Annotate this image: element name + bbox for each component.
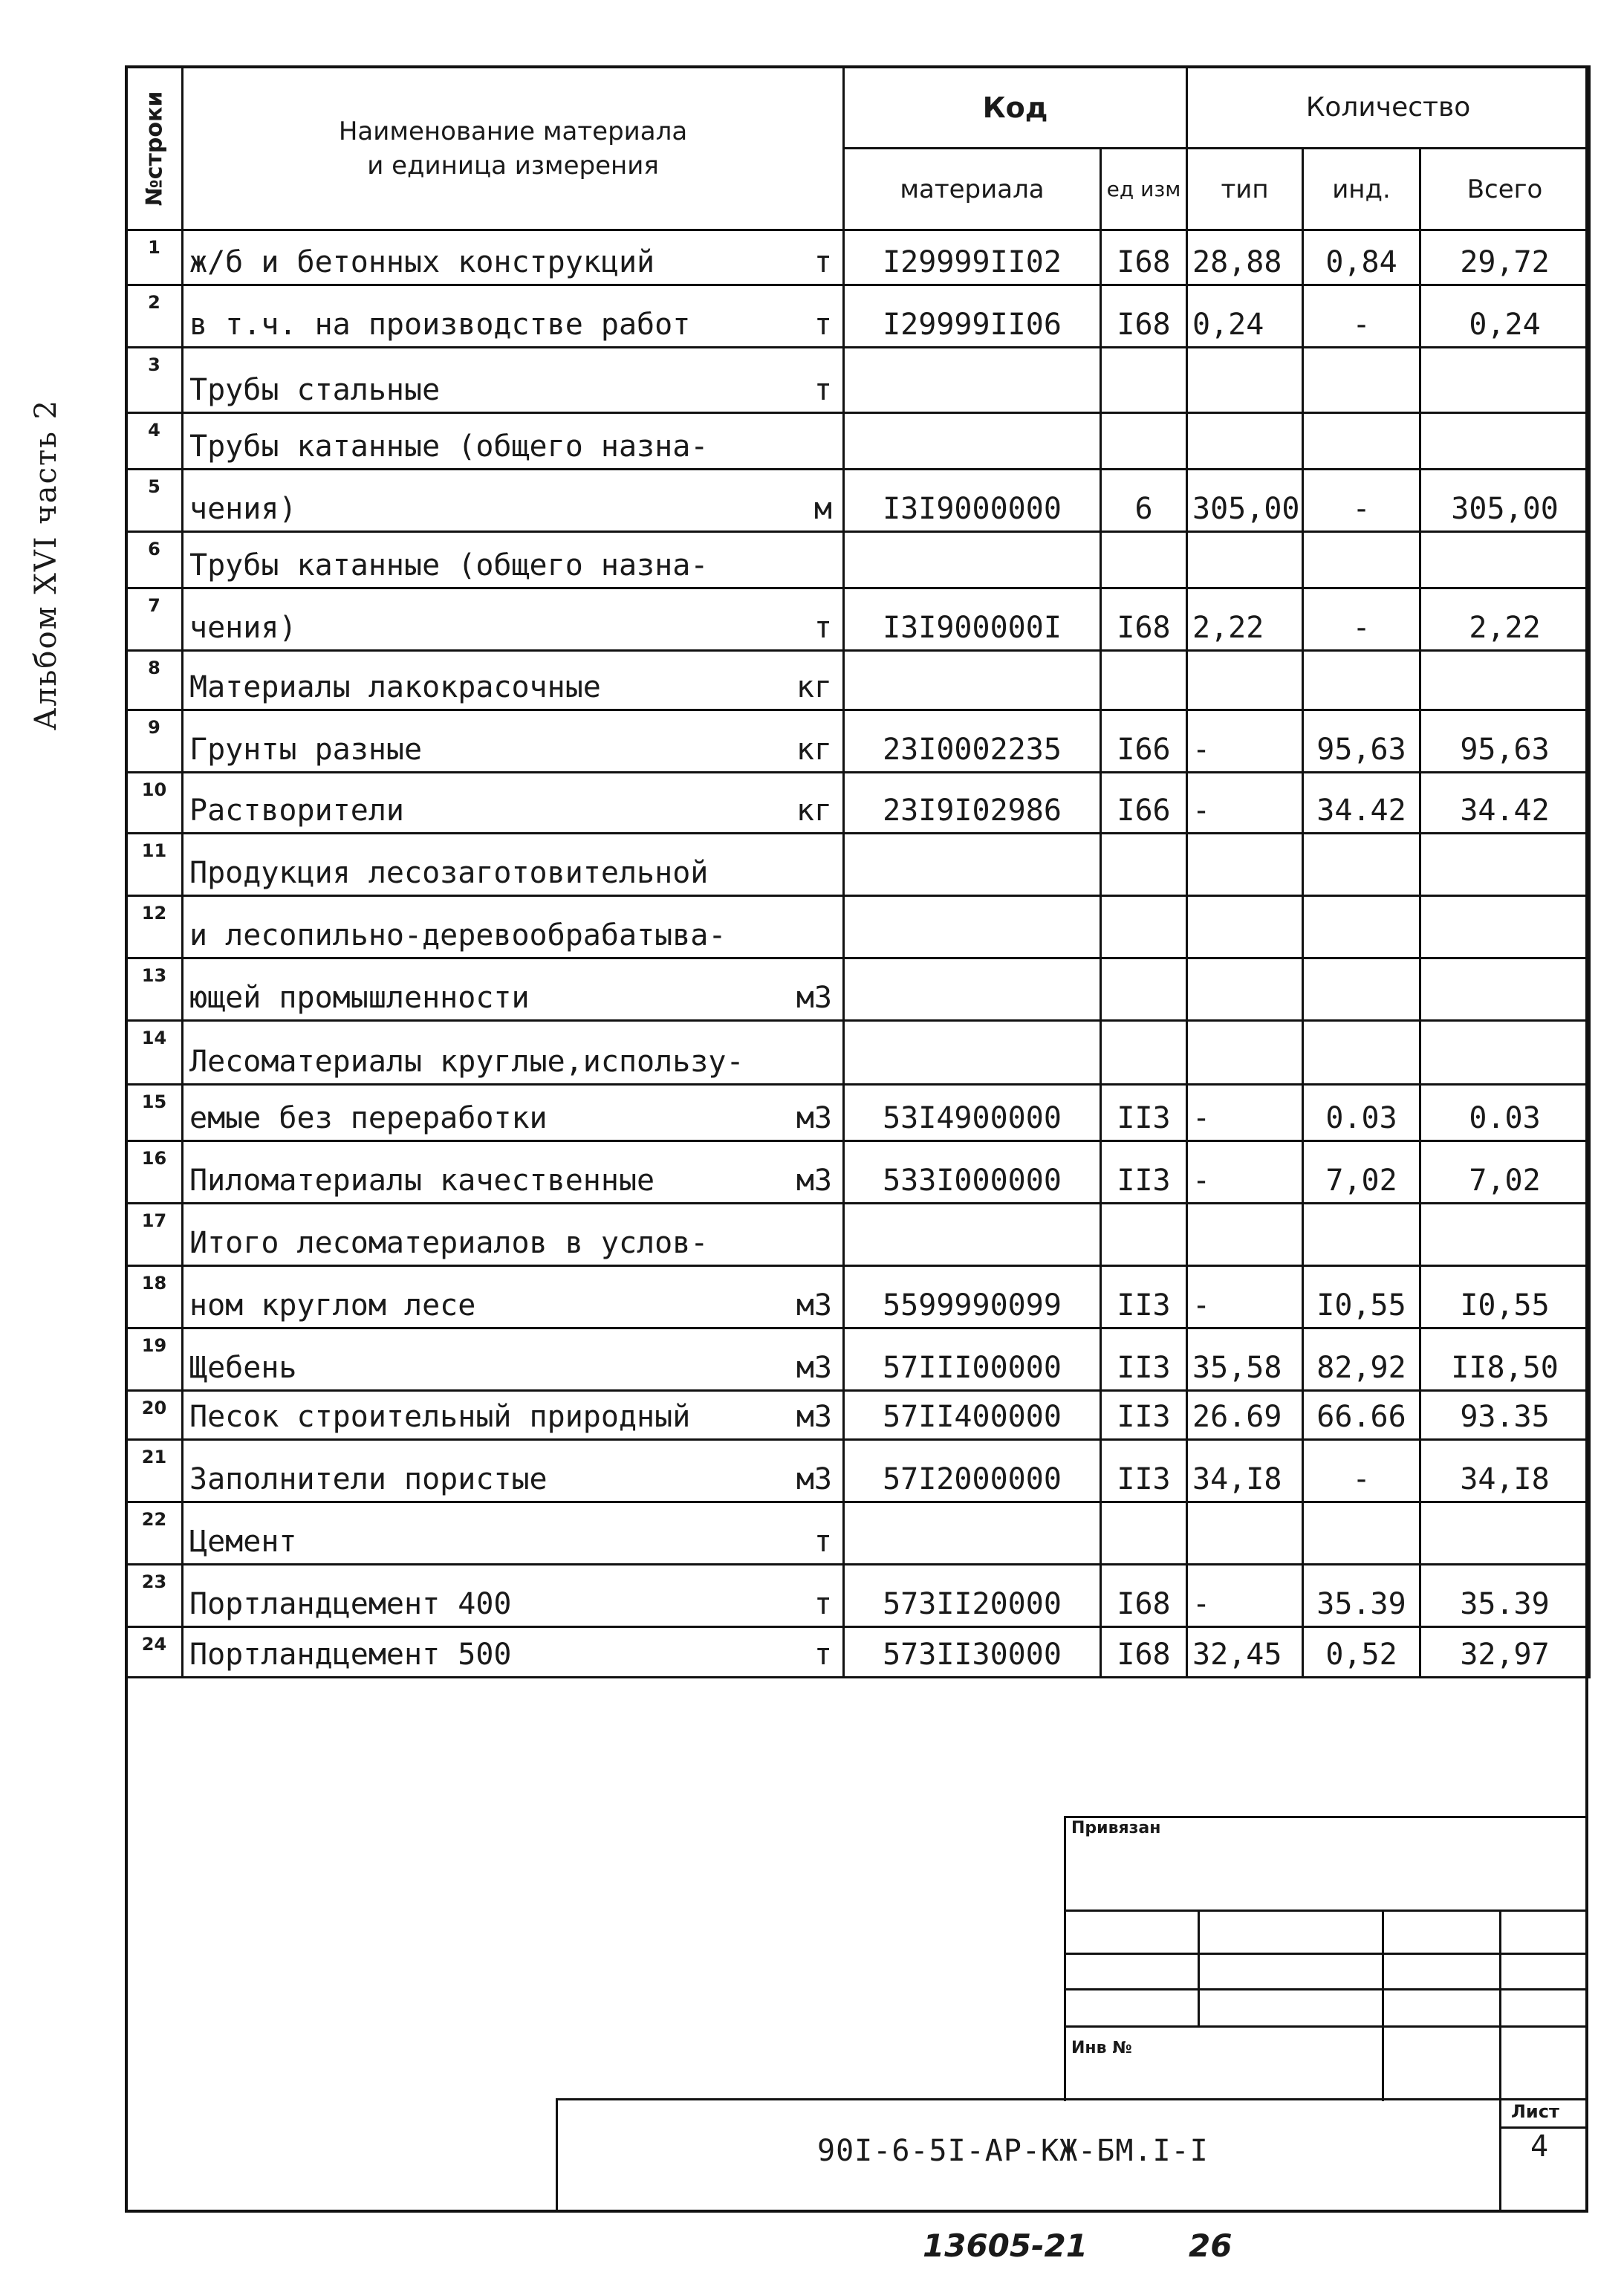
row-number: 10 bbox=[126, 773, 183, 834]
measure-unit: т bbox=[813, 1638, 832, 1672]
table-row bbox=[126, 470, 1590, 532]
qty-type: 34,I8 bbox=[1187, 1440, 1303, 1502]
unit-code: I68 bbox=[1101, 285, 1187, 348]
unit-code: I66 bbox=[1101, 773, 1187, 834]
measure-unit: кг bbox=[796, 794, 832, 828]
row-number: 13 bbox=[126, 958, 183, 1021]
qty-individual: 7,02 bbox=[1303, 1141, 1420, 1204]
row-number: 1 bbox=[126, 230, 183, 285]
sheet-label: Лист bbox=[1511, 2101, 1559, 2122]
qty-type bbox=[1187, 958, 1303, 1021]
row-number: 12 bbox=[126, 896, 183, 958]
unit-code: I68 bbox=[1101, 1627, 1187, 1678]
qty-type: 32,45 bbox=[1187, 1627, 1303, 1678]
sheet-number: 4 bbox=[1530, 2129, 1549, 2164]
qty-individual: 0.03 bbox=[1303, 1085, 1420, 1141]
material-name-cell bbox=[183, 1565, 844, 1627]
qty-total: 29,72 bbox=[1420, 230, 1590, 285]
material-name: Растворители bbox=[189, 794, 404, 828]
qty-type bbox=[1187, 896, 1303, 958]
material-name-cell bbox=[183, 1440, 844, 1502]
measure-unit: м bbox=[813, 492, 832, 526]
material-name: Щебень bbox=[189, 1351, 297, 1385]
table-row bbox=[126, 588, 1590, 651]
material-code: 23I0002235 bbox=[844, 710, 1101, 773]
qty-total bbox=[1420, 1502, 1590, 1565]
unit-code: II3 bbox=[1101, 1141, 1187, 1204]
qty-type: 2,22 bbox=[1187, 588, 1303, 651]
qty-individual bbox=[1303, 834, 1420, 896]
material-code: 533I000000 bbox=[844, 1141, 1101, 1204]
material-code: 57I2000000 bbox=[844, 1440, 1101, 1502]
unit-code bbox=[1101, 1502, 1187, 1565]
material-name-cell bbox=[183, 651, 844, 710]
measure-unit: м3 bbox=[796, 1164, 832, 1198]
material-code bbox=[844, 532, 1101, 588]
sheet-divider bbox=[1499, 2126, 1588, 2129]
material-name: ж/б и бетонных конструкций bbox=[189, 245, 655, 279]
qty-type: - bbox=[1187, 1141, 1303, 1204]
material-name: Итого лесоматериалов в услов- bbox=[189, 1226, 709, 1260]
table-row bbox=[126, 1141, 1590, 1204]
material-name-cell bbox=[183, 230, 844, 285]
qty-individual: 66.66 bbox=[1303, 1391, 1420, 1440]
qty-total: 0,24 bbox=[1420, 285, 1590, 348]
header-total: Всего bbox=[1420, 149, 1590, 230]
stamp-line bbox=[1499, 1910, 1501, 2213]
measure-unit: т bbox=[813, 373, 832, 407]
unit-code bbox=[1101, 834, 1187, 896]
measure-unit: т bbox=[813, 611, 832, 645]
side-caption: Альбом XVI часть 2 bbox=[29, 398, 63, 731]
material-code bbox=[844, 651, 1101, 710]
table-row bbox=[126, 413, 1590, 470]
unit-code bbox=[1101, 348, 1187, 413]
header-quantity: Количество bbox=[1187, 67, 1590, 149]
qty-individual: - bbox=[1303, 588, 1420, 651]
material-name: Лесоматериалы круглые,использу- bbox=[189, 1045, 744, 1079]
header-row-number-label: №строки bbox=[141, 91, 167, 206]
stamp-line bbox=[1382, 1910, 1384, 2101]
material-name: Портландцемент 500 bbox=[189, 1638, 512, 1672]
unit-code bbox=[1101, 1204, 1187, 1266]
material-name: Заполнители пористые bbox=[189, 1462, 548, 1496]
material-name: Трубы стальные bbox=[189, 373, 441, 407]
table-row bbox=[126, 896, 1590, 958]
row-number: 9 bbox=[126, 710, 183, 773]
table-row bbox=[126, 834, 1590, 896]
qty-individual: - bbox=[1303, 1440, 1420, 1502]
qty-total: 2,22 bbox=[1420, 588, 1590, 651]
qty-type: 35,58 bbox=[1187, 1328, 1303, 1391]
row-number: 15 bbox=[126, 1085, 183, 1141]
header-name-line2: и единица измерения bbox=[367, 150, 659, 181]
qty-type: - bbox=[1187, 710, 1303, 773]
qty-individual bbox=[1303, 651, 1420, 710]
qty-total bbox=[1420, 348, 1590, 413]
material-name: и лесопильно-деревообрабатыва- bbox=[189, 918, 727, 953]
stamp-line bbox=[1064, 1988, 1588, 1990]
unit-code: II3 bbox=[1101, 1085, 1187, 1141]
material-code bbox=[844, 413, 1101, 470]
measure-unit: т bbox=[813, 245, 832, 279]
document-code: 90I-6-5I-АР-КЖ-БМ.I-I bbox=[817, 2134, 1209, 2168]
unit-code bbox=[1101, 651, 1187, 710]
material-name-cell bbox=[183, 773, 844, 834]
material-name: Песок строительный природный bbox=[189, 1400, 691, 1434]
qty-individual: 0,84 bbox=[1303, 230, 1420, 285]
row-number: 6 bbox=[126, 532, 183, 588]
unit-code bbox=[1101, 958, 1187, 1021]
material-code bbox=[844, 348, 1101, 413]
archive-number: 13605-21 bbox=[923, 2228, 1088, 2264]
material-code bbox=[844, 1021, 1101, 1085]
material-code: 23I9I02986 bbox=[844, 773, 1101, 834]
material-name-cell bbox=[183, 1021, 844, 1085]
material-name-cell bbox=[183, 1391, 844, 1440]
measure-unit: т bbox=[813, 1525, 832, 1559]
material-name: в т.ч. на производстве работ bbox=[189, 308, 691, 342]
qty-type: - bbox=[1187, 1085, 1303, 1141]
row-number: 5 bbox=[126, 470, 183, 532]
header-unit-code: ед изм bbox=[1101, 149, 1187, 230]
row-number: 7 bbox=[126, 588, 183, 651]
unit-code: II3 bbox=[1101, 1266, 1187, 1328]
measure-unit: кг bbox=[796, 733, 832, 767]
header-code: Код bbox=[844, 67, 1187, 149]
qty-total: 34,I8 bbox=[1420, 1440, 1590, 1502]
material-name: чения) bbox=[189, 611, 297, 645]
measure-unit: м3 bbox=[796, 1462, 832, 1496]
material-name-cell bbox=[183, 1204, 844, 1266]
material-name: чения) bbox=[189, 492, 297, 526]
qty-individual: 0,52 bbox=[1303, 1627, 1420, 1678]
qty-total: 0.03 bbox=[1420, 1085, 1590, 1141]
unit-code bbox=[1101, 1021, 1187, 1085]
row-number: 4 bbox=[126, 413, 183, 470]
material-name-cell bbox=[183, 834, 844, 896]
qty-individual: 82,92 bbox=[1303, 1328, 1420, 1391]
measure-unit: м3 bbox=[796, 1101, 832, 1135]
title-block-left bbox=[556, 2098, 558, 2213]
row-number: 11 bbox=[126, 834, 183, 896]
table-row bbox=[126, 958, 1590, 1021]
material-name: ющей промышленности bbox=[189, 981, 530, 1015]
header-name bbox=[183, 67, 844, 230]
table-row bbox=[126, 1627, 1590, 1678]
qty-individual: 34.42 bbox=[1303, 773, 1420, 834]
qty-individual: - bbox=[1303, 285, 1420, 348]
table-row bbox=[126, 1204, 1590, 1266]
material-name: Цемент bbox=[189, 1525, 297, 1559]
row-number: 23 bbox=[126, 1565, 183, 1627]
row-number: 21 bbox=[126, 1440, 183, 1502]
unit-code: I68 bbox=[1101, 230, 1187, 285]
table-row bbox=[126, 1565, 1590, 1627]
qty-individual: 35.39 bbox=[1303, 1565, 1420, 1627]
material-name-cell bbox=[183, 958, 844, 1021]
table-row bbox=[126, 348, 1590, 413]
material-code: I3I9000000 bbox=[844, 470, 1101, 532]
material-code bbox=[844, 896, 1101, 958]
stamp-line bbox=[1198, 1910, 1200, 2025]
header-type: тип bbox=[1187, 149, 1303, 230]
material-name-cell bbox=[183, 1502, 844, 1565]
material-name: Грунты разные bbox=[189, 733, 423, 767]
header-name-line1: Наименование материала bbox=[338, 116, 688, 146]
unit-code: I68 bbox=[1101, 1565, 1187, 1627]
material-name-cell bbox=[183, 588, 844, 651]
table-row bbox=[126, 710, 1590, 773]
qty-type bbox=[1187, 834, 1303, 896]
material-code: I29999II06 bbox=[844, 285, 1101, 348]
material-name-cell bbox=[183, 470, 844, 532]
row-number: 24 bbox=[126, 1627, 183, 1678]
material-name-cell bbox=[183, 1141, 844, 1204]
material-code: 573II30000 bbox=[844, 1627, 1101, 1678]
row-number: 18 bbox=[126, 1266, 183, 1328]
material-name-cell bbox=[183, 285, 844, 348]
measure-unit: м3 bbox=[796, 1288, 832, 1323]
row-number: 14 bbox=[126, 1021, 183, 1085]
qty-individual bbox=[1303, 1502, 1420, 1565]
qty-total: 35.39 bbox=[1420, 1565, 1590, 1627]
qty-total: 32,97 bbox=[1420, 1627, 1590, 1678]
table-row bbox=[126, 532, 1590, 588]
qty-individual bbox=[1303, 1021, 1420, 1085]
materials-table bbox=[125, 65, 1591, 1678]
row-number: 20 bbox=[126, 1391, 183, 1440]
material-name: емые без переработки bbox=[189, 1101, 548, 1135]
material-code: 57II400000 bbox=[844, 1391, 1101, 1440]
qty-type bbox=[1187, 348, 1303, 413]
qty-type: - bbox=[1187, 1565, 1303, 1627]
measure-unit: кг bbox=[796, 670, 832, 704]
qty-total: 34.42 bbox=[1420, 773, 1590, 834]
qty-total bbox=[1420, 834, 1590, 896]
material-name-cell bbox=[183, 532, 844, 588]
title-block-top bbox=[556, 2098, 1588, 2100]
stamp-line bbox=[1064, 1953, 1588, 1955]
qty-type bbox=[1187, 532, 1303, 588]
qty-type bbox=[1187, 413, 1303, 470]
unit-code: II3 bbox=[1101, 1391, 1187, 1440]
table-row bbox=[126, 1328, 1590, 1391]
material-code: 53I4900000 bbox=[844, 1085, 1101, 1141]
qty-type: 305,00 bbox=[1187, 470, 1303, 532]
measure-unit: м3 bbox=[796, 981, 832, 1015]
header-individual: инд. bbox=[1303, 149, 1420, 230]
material-name: Материалы лакокрасочные bbox=[189, 670, 601, 704]
unit-code bbox=[1101, 532, 1187, 588]
qty-type bbox=[1187, 651, 1303, 710]
material-name-cell bbox=[183, 1085, 844, 1141]
qty-individual bbox=[1303, 958, 1420, 1021]
qty-individual bbox=[1303, 1204, 1420, 1266]
unit-code: II3 bbox=[1101, 1328, 1187, 1391]
table-row bbox=[126, 651, 1590, 710]
qty-total: 93.35 bbox=[1420, 1391, 1590, 1440]
qty-type: 26.69 bbox=[1187, 1391, 1303, 1440]
material-name-cell bbox=[183, 1328, 844, 1391]
qty-type: 0,24 bbox=[1187, 285, 1303, 348]
material-name: Портландцемент 400 bbox=[189, 1587, 512, 1621]
table-row bbox=[126, 1266, 1590, 1328]
row-number: 17 bbox=[126, 1204, 183, 1266]
table-row bbox=[126, 1085, 1590, 1141]
material-code: 57III00000 bbox=[844, 1328, 1101, 1391]
table-row bbox=[126, 1502, 1590, 1565]
binding-stamp bbox=[1064, 1816, 1588, 2101]
material-name: Пиломатериалы качественные bbox=[189, 1164, 655, 1198]
measure-unit: м3 bbox=[796, 1351, 832, 1385]
measure-unit: т bbox=[813, 308, 832, 342]
qty-type bbox=[1187, 1021, 1303, 1085]
stamp-line bbox=[1064, 2025, 1588, 2028]
material-name-cell bbox=[183, 896, 844, 958]
header-row-number bbox=[126, 67, 183, 230]
row-number: 2 bbox=[126, 285, 183, 348]
table-row bbox=[126, 1391, 1590, 1440]
row-number: 22 bbox=[126, 1502, 183, 1565]
measure-unit: м3 bbox=[796, 1400, 832, 1434]
qty-individual bbox=[1303, 532, 1420, 588]
binding-label: Привязан bbox=[1071, 1819, 1161, 1837]
qty-individual bbox=[1303, 413, 1420, 470]
qty-individual: - bbox=[1303, 470, 1420, 532]
row-number: 3 bbox=[126, 348, 183, 413]
material-name-cell bbox=[183, 1266, 844, 1328]
material-code bbox=[844, 834, 1101, 896]
material-name: Трубы катанные (общего назна- bbox=[189, 429, 709, 464]
material-code: I29999II02 bbox=[844, 230, 1101, 285]
material-name: Трубы катанные (общего назна- bbox=[189, 548, 709, 583]
table-row bbox=[126, 285, 1590, 348]
qty-total: 7,02 bbox=[1420, 1141, 1590, 1204]
material-code: 5599990099 bbox=[844, 1266, 1101, 1328]
material-code bbox=[844, 958, 1101, 1021]
page-number: 26 bbox=[1189, 2228, 1232, 2264]
material-name: ном круглом лесе bbox=[189, 1288, 476, 1323]
unit-code bbox=[1101, 413, 1187, 470]
qty-total bbox=[1420, 413, 1590, 470]
measure-unit: т bbox=[813, 1587, 832, 1621]
table-row bbox=[126, 230, 1590, 285]
row-number: 8 bbox=[126, 651, 183, 710]
stamp-line bbox=[1064, 1910, 1588, 1912]
qty-type bbox=[1187, 1502, 1303, 1565]
qty-total bbox=[1420, 896, 1590, 958]
unit-code: 6 bbox=[1101, 470, 1187, 532]
unit-code bbox=[1101, 896, 1187, 958]
unit-code: I68 bbox=[1101, 588, 1187, 651]
qty-total: 305,00 bbox=[1420, 470, 1590, 532]
header-material: материала bbox=[844, 149, 1101, 230]
qty-type bbox=[1187, 1204, 1303, 1266]
material-name: Продукция лесозаготовительной bbox=[189, 856, 709, 890]
row-number: 19 bbox=[126, 1328, 183, 1391]
qty-type: - bbox=[1187, 773, 1303, 834]
table-row bbox=[126, 1440, 1590, 1502]
material-name-cell bbox=[183, 413, 844, 470]
table-row bbox=[126, 773, 1590, 834]
qty-total bbox=[1420, 1021, 1590, 1085]
material-code bbox=[844, 1502, 1101, 1565]
table-header-row bbox=[126, 67, 1590, 149]
qty-individual: 95,63 bbox=[1303, 710, 1420, 773]
qty-type: 28,88 bbox=[1187, 230, 1303, 285]
qty-total bbox=[1420, 651, 1590, 710]
qty-total: I0,55 bbox=[1420, 1266, 1590, 1328]
inventory-label: Инв № bbox=[1071, 2039, 1132, 2057]
qty-type: - bbox=[1187, 1266, 1303, 1328]
table-row bbox=[126, 1021, 1590, 1085]
material-name-cell bbox=[183, 710, 844, 773]
qty-individual bbox=[1303, 348, 1420, 413]
qty-total bbox=[1420, 958, 1590, 1021]
qty-total: 95,63 bbox=[1420, 710, 1590, 773]
material-code: I3I900000I bbox=[844, 588, 1101, 651]
material-name-cell bbox=[183, 348, 844, 413]
qty-total bbox=[1420, 532, 1590, 588]
unit-code: II3 bbox=[1101, 1440, 1187, 1502]
qty-individual: I0,55 bbox=[1303, 1266, 1420, 1328]
material-code: 573II20000 bbox=[844, 1565, 1101, 1627]
qty-total: II8,50 bbox=[1420, 1328, 1590, 1391]
qty-individual bbox=[1303, 896, 1420, 958]
qty-total bbox=[1420, 1204, 1590, 1266]
material-name-cell bbox=[183, 1627, 844, 1678]
row-number: 16 bbox=[126, 1141, 183, 1204]
material-code bbox=[844, 1204, 1101, 1266]
unit-code: I66 bbox=[1101, 710, 1187, 773]
